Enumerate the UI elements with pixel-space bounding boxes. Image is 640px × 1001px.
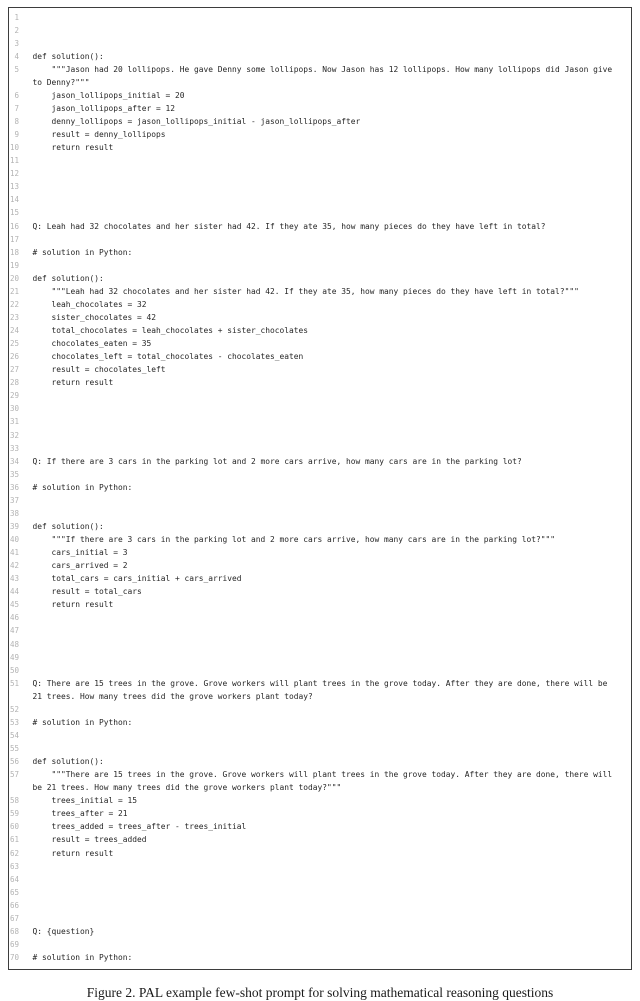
line-number: 61 xyxy=(9,835,19,845)
code-line xyxy=(9,585,631,598)
code-text: def solution(): xyxy=(32,521,104,531)
code-text: cars_initial = 3 xyxy=(32,548,128,558)
line-number: 20 xyxy=(9,273,19,283)
code-text: """Leah had 32 chocolates and her sister had 42. If they ate 35, how many pieces do they have left in total?""" xyxy=(32,286,579,296)
line-number: 6 xyxy=(14,90,19,100)
code-text: jason_lollipops_after = 12 xyxy=(32,103,176,113)
code-text: return result xyxy=(32,378,114,388)
code-line xyxy=(9,468,631,481)
code-text: return result xyxy=(32,600,114,610)
code-text: jason_lollipops_initial = 20 xyxy=(32,90,185,100)
code-line xyxy=(9,141,631,154)
line-number: 37 xyxy=(9,495,19,505)
code-line xyxy=(9,860,631,873)
line-number: 60 xyxy=(9,822,19,832)
code-text: # solution in Python: xyxy=(32,482,133,492)
code-text: # solution in Python: xyxy=(32,717,133,727)
line-number: 7 xyxy=(14,103,19,113)
line-number: 46 xyxy=(9,613,19,623)
code-line xyxy=(9,546,631,559)
line-number: 65 xyxy=(9,887,19,897)
line-number: 62 xyxy=(9,848,19,858)
code-line xyxy=(9,442,631,455)
line-number: 19 xyxy=(9,260,19,270)
code-text: sister_chocolates = 42 xyxy=(32,312,157,322)
code-text: leah_chocolates = 32 xyxy=(32,299,147,309)
line-number: 42 xyxy=(9,561,19,571)
code-line xyxy=(9,220,631,233)
code-text: total_chocolates = leah_chocolates + sister_chocolates xyxy=(32,326,309,335)
line-number: 43 xyxy=(9,574,19,584)
code-line xyxy=(9,677,631,690)
code-line xyxy=(9,63,631,76)
code-line xyxy=(9,925,631,938)
code-line xyxy=(9,429,631,442)
line-number: 4 xyxy=(14,51,19,61)
code-line xyxy=(9,259,631,272)
line-number: 31 xyxy=(9,417,19,427)
line-number: 53 xyxy=(9,717,19,727)
line-number: 59 xyxy=(9,809,19,819)
code-line xyxy=(9,624,631,637)
line-number: 13 xyxy=(9,182,19,192)
line-number: 11 xyxy=(9,156,19,166)
code-line xyxy=(9,350,631,363)
line-number: 25 xyxy=(9,339,19,349)
line-number: 44 xyxy=(9,587,19,597)
code-line xyxy=(9,154,631,167)
code-line xyxy=(9,285,631,298)
line-number: 18 xyxy=(9,247,19,257)
code-text: result = chocolates_left xyxy=(32,365,166,375)
code-line xyxy=(9,951,631,964)
line-number: 38 xyxy=(9,508,19,518)
code-text: def solution(): xyxy=(32,757,104,767)
line-number: 49 xyxy=(9,652,19,662)
code-line xyxy=(9,37,631,50)
code-line xyxy=(9,363,631,376)
code-line xyxy=(9,598,631,611)
code-text: # solution in Python: xyxy=(32,247,133,257)
line-number: 30 xyxy=(9,404,19,414)
line-number: 24 xyxy=(9,326,19,335)
line-number: 27 xyxy=(9,365,19,375)
code-line xyxy=(9,572,631,585)
line-number: 32 xyxy=(9,430,19,440)
code-text: 21 trees. How many trees did the grove workers plant today? xyxy=(32,691,313,701)
code-line xyxy=(9,899,631,912)
code-line xyxy=(9,89,631,102)
code-line xyxy=(9,24,631,37)
code-line xyxy=(9,664,631,677)
line-number: 39 xyxy=(9,521,19,531)
code-text: trees_after = 21 xyxy=(32,809,128,819)
code-text: chocolates_left = total_chocolates - chocolates_eaten xyxy=(32,352,304,362)
code-text: result = trees_added xyxy=(32,835,147,845)
code-line xyxy=(9,847,631,860)
code-line xyxy=(9,337,631,350)
code-text: """Jason had 20 lollipops. He gave Denny some lollipops. Now Jason has 12 lollipops. How many lollipops did Jason give xyxy=(32,64,613,74)
code-line xyxy=(9,912,631,925)
code-text: trees_added = trees_after - trees_initial xyxy=(32,822,247,832)
figure-caption: Figure 2. PAL example few-shot prompt for solving mathematical reasoning questions xyxy=(86,985,554,1000)
code-line xyxy=(9,873,631,886)
line-number: 16 xyxy=(9,221,19,231)
code-line xyxy=(9,729,631,742)
line-number: 52 xyxy=(9,704,19,714)
code-line xyxy=(9,298,631,311)
line-number: 47 xyxy=(9,626,19,636)
line-number: 63 xyxy=(9,861,19,871)
line-number: 9 xyxy=(14,130,19,140)
line-number: 5 xyxy=(14,64,19,74)
code-line xyxy=(9,833,631,846)
code-line xyxy=(9,611,631,624)
code-text: result = total_cars xyxy=(32,587,142,597)
line-number: 12 xyxy=(9,169,19,179)
line-number: 34 xyxy=(9,456,19,466)
line-number: 22 xyxy=(9,299,19,309)
code-text: Q: {question} xyxy=(32,926,95,936)
code-text: return result xyxy=(32,143,114,153)
code-line xyxy=(9,246,631,259)
line-number: 51 xyxy=(9,678,19,688)
code-line xyxy=(9,206,631,219)
line-number: 28 xyxy=(9,378,19,388)
code-line xyxy=(9,820,631,833)
code-text: def solution(): xyxy=(32,273,104,283)
code-line xyxy=(9,455,631,468)
line-number: 29 xyxy=(9,391,19,401)
line-number: 55 xyxy=(9,744,19,753)
code-line xyxy=(9,193,631,206)
code-line xyxy=(9,651,631,664)
code-text: to Denny?""" xyxy=(32,77,90,87)
line-number: 64 xyxy=(9,874,19,884)
code-line xyxy=(9,638,631,651)
line-number: 58 xyxy=(9,796,19,806)
line-number: 67 xyxy=(9,913,19,923)
code-line xyxy=(9,494,631,507)
code-line xyxy=(9,272,631,285)
line-number: 3 xyxy=(14,38,19,48)
line-number: 33 xyxy=(9,443,19,453)
line-number: 48 xyxy=(9,639,19,649)
code-line xyxy=(9,324,631,337)
code-line xyxy=(9,507,631,520)
code-line xyxy=(9,376,631,389)
line-number: 17 xyxy=(9,234,19,244)
code-text: chocolates_eaten = 35 xyxy=(32,339,152,349)
code-line xyxy=(9,50,631,63)
code-line xyxy=(9,76,631,89)
code-text: Q: Leah had 32 chocolates and her sister had 42. If they ate 35, how many pieces do they have left in total? xyxy=(32,221,546,231)
line-number: 14 xyxy=(9,195,19,205)
code-text: Q: There are 15 trees in the grove. Grove workers will plant trees in the grove today. After they are done, there will be xyxy=(32,678,608,688)
line-number: 23 xyxy=(9,312,19,322)
code-text: cars_arrived = 2 xyxy=(32,561,128,571)
line-number: 66 xyxy=(9,900,19,910)
code-line xyxy=(9,768,631,781)
code-line xyxy=(9,11,631,24)
line-number: 8 xyxy=(14,117,19,126)
code-line xyxy=(9,690,631,703)
line-number: 15 xyxy=(9,208,19,218)
line-number: 69 xyxy=(9,939,19,949)
line-number: 70 xyxy=(9,953,19,962)
code-line xyxy=(9,742,631,755)
code-line xyxy=(9,755,631,768)
code-line xyxy=(9,520,631,533)
code-text: def solution(): xyxy=(32,51,104,61)
code-text: result = denny_lollipops xyxy=(32,130,166,140)
code-line xyxy=(9,533,631,546)
code-line xyxy=(9,102,631,115)
code-line xyxy=(9,807,631,820)
code-line xyxy=(9,794,631,807)
line-number: 1 xyxy=(14,12,19,22)
line-number: 26 xyxy=(9,352,19,362)
code-line xyxy=(9,938,631,951)
code-line xyxy=(9,233,631,246)
code-line xyxy=(9,886,631,899)
prompt-listing-box xyxy=(8,7,632,970)
line-number: 35 xyxy=(9,469,19,479)
code-text: total_cars = cars_initial + cars_arrived xyxy=(32,574,242,584)
line-number: 10 xyxy=(9,143,19,153)
code-line xyxy=(9,402,631,415)
line-number: 2 xyxy=(14,25,19,35)
code-line xyxy=(9,716,631,729)
code-line xyxy=(9,703,631,716)
code-text: trees_initial = 15 xyxy=(32,796,138,806)
code-line xyxy=(9,311,631,324)
line-number: 56 xyxy=(9,757,19,767)
code-line xyxy=(9,481,631,494)
code-text: return result xyxy=(32,848,114,858)
code-text: Q: If there are 3 cars in the parking lot and 2 more cars arrive, how many cars are in the parking lot? xyxy=(32,456,522,466)
prompt-listing xyxy=(9,11,631,965)
code-line xyxy=(9,389,631,402)
code-line xyxy=(9,115,631,128)
code-line xyxy=(9,415,631,428)
line-number: 40 xyxy=(9,535,19,544)
line-number: 36 xyxy=(9,482,19,492)
code-line xyxy=(9,559,631,572)
code-text: be 21 trees. How many trees did the grove workers plant today?""" xyxy=(32,783,342,793)
code-text: denny_lollipops = jason_lollipops_initial - jason_lollipops_after xyxy=(32,117,361,126)
line-number: 45 xyxy=(9,600,19,610)
code-text: """If there are 3 cars in the parking lot and 2 more cars arrive, how many cars are in the parking lot?""" xyxy=(32,535,556,544)
line-number: 54 xyxy=(9,730,19,740)
line-number: 68 xyxy=(9,926,19,936)
code-line xyxy=(9,180,631,193)
line-number: 41 xyxy=(9,548,19,558)
code-line xyxy=(9,167,631,180)
code-line xyxy=(9,128,631,141)
line-number: 57 xyxy=(9,770,19,780)
line-number: 50 xyxy=(9,665,19,675)
code-text: # solution in Python: xyxy=(32,953,133,962)
code-line xyxy=(9,781,631,794)
code-text: """There are 15 trees in the grove. Grove workers will plant trees in the grove today. After they are done, there will xyxy=(32,770,613,780)
line-number: 21 xyxy=(9,286,19,296)
